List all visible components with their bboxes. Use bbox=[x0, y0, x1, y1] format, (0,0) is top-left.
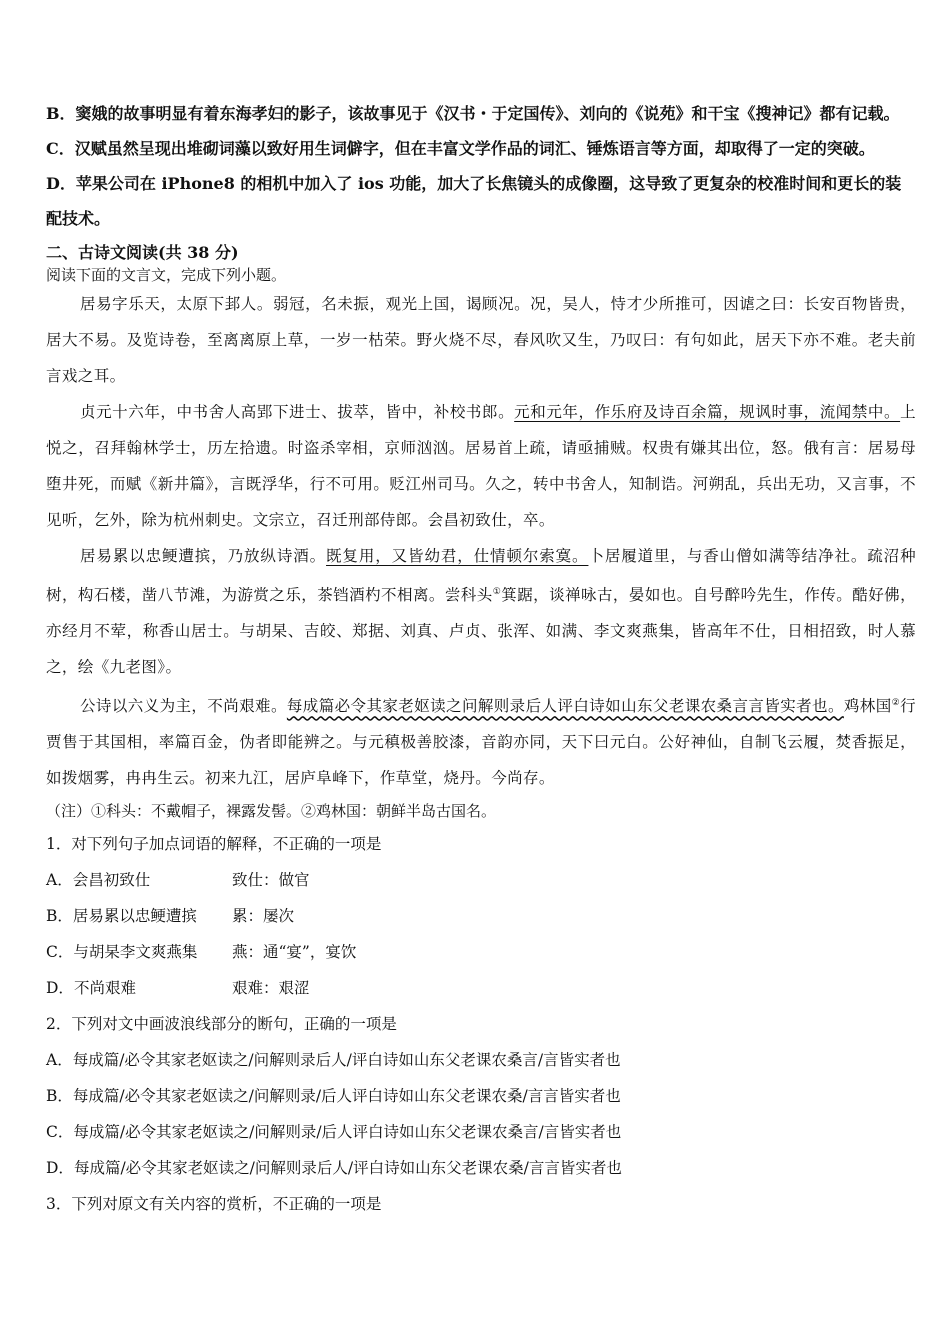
question-3-stem: 3．下列对原文有关内容的赏析，不正确的一项是 bbox=[46, 1195, 382, 1214]
section-instruction: 阅读下面的文言文，完成下列小题。 bbox=[46, 266, 287, 284]
footnote-marker: ② bbox=[891, 698, 901, 709]
question-1-stem: 1．对下列句子加点词语的解释，不正确的一项是 bbox=[46, 835, 382, 854]
question-2-option-b: B．每成篇/必令其家老妪读之/问解则录/后人评白诗如山东父老课农桑/言言皆实者也 bbox=[46, 1087, 621, 1106]
passage-paragraph-3: 居易累以忠鲠遭摈，乃放纵诗酒。既复用，又皆幼君，仕情顿尔索寞。卜居履道里，与香山僧如满等结净社。疏沼种树，构石楼，凿八节滩，为游赏之乐，茶铛酒杓不相离。尝科头①箕踞，谈禅咏古，晏如也。自号醉吟先生，作传。酷好佛，亦经月不荤，称香山居士。与胡杲、吉皎、郑据、刘真、卢贞、张浑、如满、李文爽燕集，皆高年不仕，日相招致，时人慕之，绘《九老图》。 bbox=[46, 547, 917, 677]
prev-option-d: D．苹果公司在 iPhone8 的相机中加入了 ios 功能，加大了长焦镜头的成像圈，这导致了更复杂的校准时间和更长的装配技术。 bbox=[46, 174, 902, 228]
document-page bbox=[46, 96, 916, 1222]
question-2-option-c: C．每成篇/必令其家老妪读之/问解则录/后人评白诗如山东父老课农桑言/言皆实者也 bbox=[46, 1123, 622, 1142]
question-2-option-d: D．每成篇/必令其家老妪读之/问解则录后人/评白诗如山东父老课农桑/言言皆实者也 bbox=[46, 1159, 622, 1178]
question-1-option-b: B．居易累以忠鲠遭摈 累：屡次 bbox=[46, 907, 295, 926]
wavy-underlined-sentence: 每成篇必令其家老妪读之问解则录后人评白诗如山东父老课农桑言言皆实者也。 bbox=[286, 697, 844, 716]
question-2-stem: 2．下列对文中画波浪线部分的断句，正确的一项是 bbox=[46, 1015, 397, 1034]
question-2-option-a: A．每成篇/必令其家老妪读之/问解则录后人/评白诗如山东父老课农桑言/言皆实者也 bbox=[46, 1051, 621, 1070]
underlined-sentence: 既复用，又皆幼君，仕情顿尔索寞。 bbox=[326, 547, 589, 565]
question-1-option-c: C．与胡杲李文爽燕集 燕：通“宴”，宴饮 bbox=[46, 943, 357, 962]
section-title: 二、古诗文阅读(共 38 分) bbox=[46, 243, 239, 262]
underlined-sentence: 元和元年，作乐府及诗百余篇，规讽时事，流闻禁中。 bbox=[514, 403, 901, 421]
prev-option-c: C．汉赋虽然呈现出堆砌词藻以致好用生词僻字，但在丰富文学作品的词汇、锤炼语言等方面，却取得了一定的突破。 bbox=[46, 139, 875, 158]
passage-paragraph-1: 居易字乐天，太原下邽人。弱冠，名未振，观光上国，谒顾况。况，吴人，恃才少所推可，因谑之曰：长安百物皆贵，居大不易。及览诗卷，至离离原上草，一岁一枯荣。野火烧不尽，春风吹又生，乃叹曰：有句如此，居天下亦不难。老夫前言戏之耳。 bbox=[46, 295, 916, 385]
prev-option-b: B．窦娥的故事明显有着东海孝妇的影子，该故事见于《汉书・于定国传》、刘向的《说苑》和干宝《搜神记》都有记载。 bbox=[46, 104, 900, 123]
footnote-marker: ① bbox=[492, 587, 502, 597]
passage-paragraph-4: 公诗以六义为主，不尚艰难。每成篇必令其家老妪读之问解则录后人评白诗如山东父老课农桑言言皆实者也。鸡林国②行贾售于其国相，率篇百金，伪者即能辨之。与元稹极善胶漆，音韵亦同，天下曰元白。公好神仙，自制飞云履，焚香振足，如拨烟雾，冉冉生云。初来九江，居庐阜峰下，作草堂，烧丹。今尚存。 bbox=[46, 697, 917, 788]
passage-note: （注）①科头：不戴帽子，裸露发髻。②鸡林国：朝鲜半岛古国名。 bbox=[46, 802, 497, 821]
question-1-option-d: D．不尚艰难 艰难：艰涩 bbox=[46, 979, 310, 998]
passage-paragraph-2: 贞元十六年，中书舍人高郢下进士、拔萃，皆中，补校书郎。元和元年，作乐府及诗百余篇，规讽时事，流闻禁中。上悦之，召拜翰林学士，历左拾遗。时盗杀宰相，京师汹汹。居易首上疏，请亟捕贼。权贵有嫌其出位，怒。俄有言：居易母堕井死，而赋《新井篇》，言既浮华，行不可用。贬江州司马。久之，转中书舍人，知制诰。河朔乱，兵出无功，又言事，不见听，乞外，除为杭州刺史。文宗立，召迁刑部侍郎。会昌初致仕，卒。 bbox=[46, 403, 916, 529]
question-1-option-a: A．会昌初致仕 致仕：做官 bbox=[46, 871, 310, 890]
